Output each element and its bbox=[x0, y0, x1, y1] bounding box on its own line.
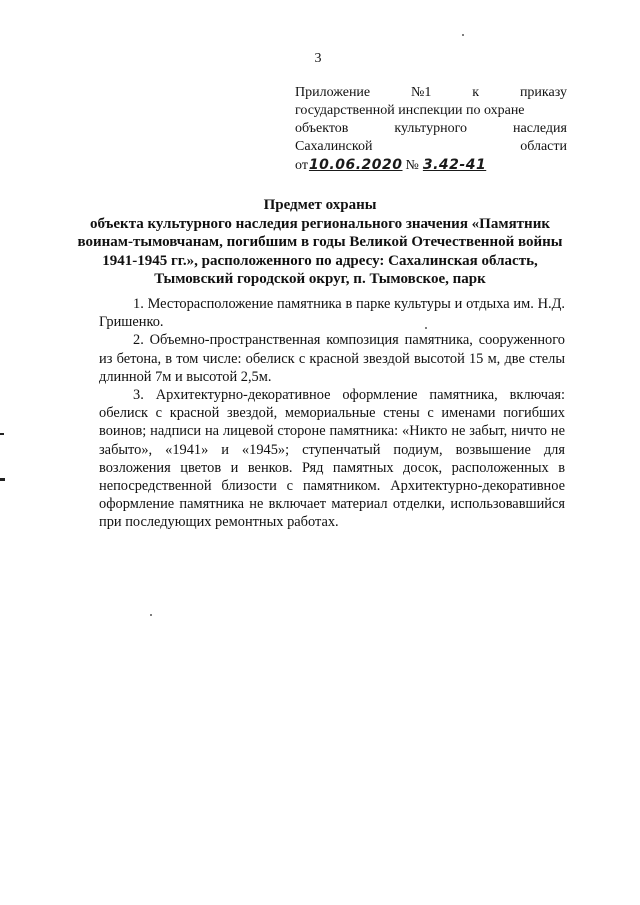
scan-speck bbox=[150, 614, 152, 616]
body-paragraph-3: 3. Архитектурно-декоративное оформление памятника, включая: обелиск с красной звездой, мемориальные стены с именами погибших воинов; надписи на лицевой стороне памятника: «Никто не забыт, ничто не забыто», «1941» и «1945»; ступенчатый подиум, возвышение для возложения цветов и венков. Ряд памятных досок, расположенных в непосредственной близости с памятником. Архитектурно-декоративное оформление памятника не включает материал отделки, использовавшийся при последующих ремонтных работах. bbox=[99, 387, 565, 531]
document-body bbox=[99, 295, 565, 532]
appendix-line-4 bbox=[295, 138, 567, 156]
title-line: Предмет охраны bbox=[263, 197, 377, 213]
appendix-word: наследия bbox=[512, 121, 567, 136]
body-paragraph-2: 2. Объемно-пространственная композиция памятника, сооруженного из бетона, в том числе: обелиск с красной звездой высотой 15 м, две стелы длинной 7м и высотой 2,5м. bbox=[99, 332, 565, 385]
title-line: объекта культурного наследия регионального значения «Памятник bbox=[90, 215, 550, 232]
title-line: воинам-тымовчанам, погибшим в годы Великой Отечественной войны bbox=[77, 234, 563, 250]
document-title bbox=[40, 196, 600, 289]
page-number: 3 bbox=[314, 51, 322, 66]
handwritten-number: 3.42-41 bbox=[422, 157, 487, 173]
body-paragraph-1: 1. Месторасположение памятника в парке культуры и отдыха им. Н.Д. Гришенко. bbox=[99, 296, 565, 331]
appendix-word: Сахалинской bbox=[295, 139, 373, 154]
appendix-text: государственной инспекции по охране bbox=[295, 103, 525, 118]
order-date-number bbox=[295, 156, 567, 175]
appendix-word: приказу bbox=[519, 85, 567, 100]
title-line: Тымовский городской округ, п. Тымовское, парк bbox=[154, 271, 486, 287]
appendix-line-3 bbox=[295, 120, 567, 138]
appendix-block bbox=[295, 84, 567, 175]
scan-mark bbox=[0, 433, 4, 435]
title-line: 1941-1945 гг.», расположенного по адресу: Сахалинская область, bbox=[102, 252, 538, 269]
appendix-line-2 bbox=[295, 102, 567, 120]
appendix-word: объектов bbox=[295, 121, 349, 136]
appendix-word: №1 bbox=[411, 85, 432, 100]
appendix-line-1 bbox=[295, 84, 567, 102]
scan-mark bbox=[0, 478, 5, 481]
appendix-word: к bbox=[472, 85, 480, 100]
appendix-word: Приложение bbox=[295, 85, 371, 100]
appendix-word: области bbox=[520, 139, 567, 154]
appendix-word: культурного bbox=[394, 121, 468, 136]
scan-speck bbox=[462, 34, 464, 36]
scan-speck bbox=[425, 327, 427, 329]
number-prefix: № bbox=[405, 158, 419, 173]
handwritten-date: 10.06.2020 bbox=[308, 157, 403, 173]
date-prefix: от bbox=[295, 158, 308, 173]
